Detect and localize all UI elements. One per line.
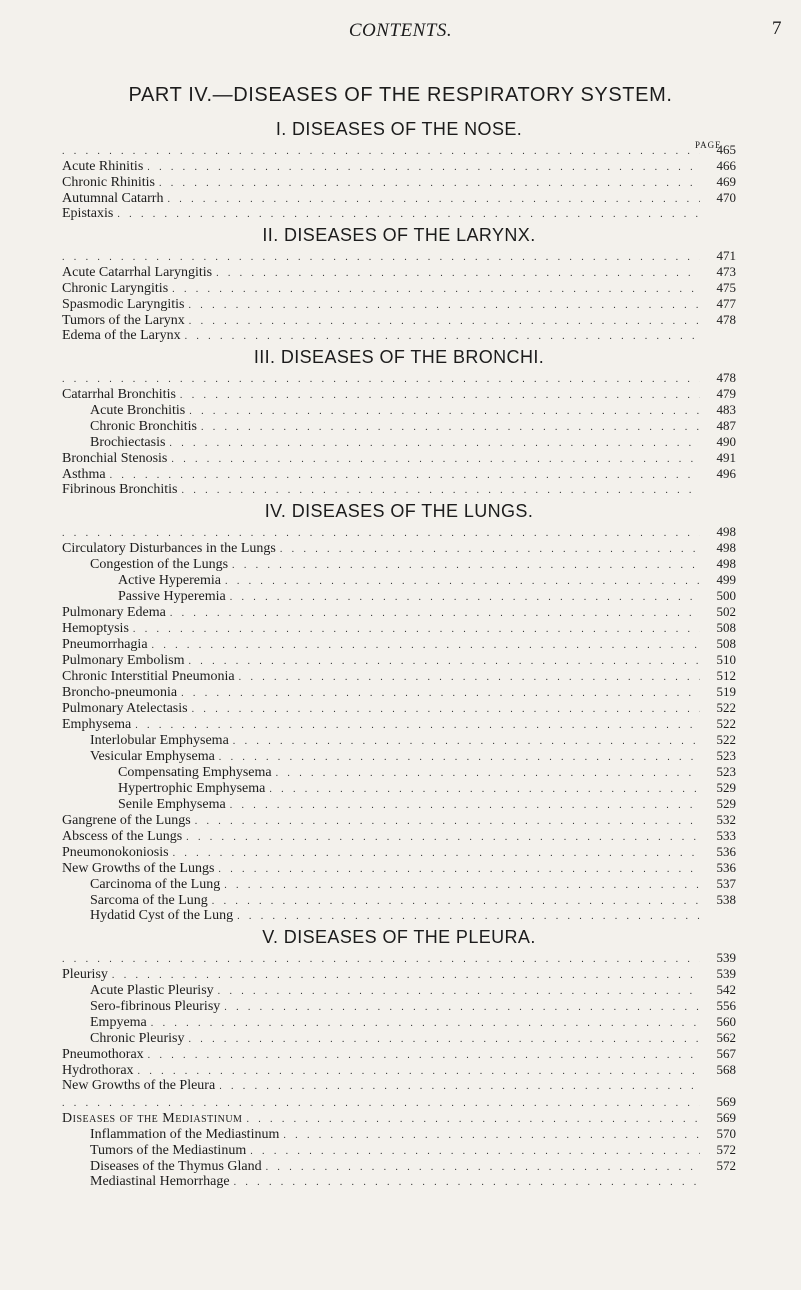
dot-leader xyxy=(189,1032,701,1048)
toc-entry-page: 572 xyxy=(716,1142,736,1157)
toc-entry-page: 478 xyxy=(716,312,736,327)
toc-entry-label: Acute Catarrhal Laryngitis xyxy=(62,265,213,280)
dot-leader xyxy=(180,388,700,404)
toc-entry xyxy=(62,982,736,998)
toc-entry-page: 523 xyxy=(716,764,736,779)
toc-entry xyxy=(62,588,736,604)
toc-entry xyxy=(62,950,736,966)
toc-entry xyxy=(62,748,736,764)
toc-entry xyxy=(62,1126,736,1142)
toc-entry-page: 522 xyxy=(716,716,736,731)
toc-entry xyxy=(62,796,736,812)
toc-entry-page: 522 xyxy=(716,700,736,715)
toc-entry xyxy=(62,620,736,636)
dot-leader xyxy=(185,329,700,345)
toc-entry-label: Interlobular Emphysema xyxy=(90,733,229,748)
toc-entry xyxy=(62,248,736,264)
toc-entry xyxy=(62,174,736,190)
dot-leader xyxy=(219,750,700,766)
toc-entry xyxy=(62,386,736,402)
toc-entry xyxy=(62,1078,736,1094)
toc-entry xyxy=(62,908,736,924)
dot-leader xyxy=(110,468,700,484)
toc-entry-label: Compensating Emphysema xyxy=(118,765,272,780)
toc-entry-page: 502 xyxy=(716,604,736,619)
dot-leader xyxy=(225,574,700,590)
toc-entry-page: 539 xyxy=(716,966,736,981)
toc-entry-page: 473 xyxy=(716,264,736,279)
toc-entry-label: Hydrothorax xyxy=(62,1063,134,1078)
toc-entry xyxy=(62,892,736,908)
toc-entry-page: 536 xyxy=(716,860,736,875)
toc-entry-label: Broncho-pneumonia xyxy=(62,685,178,700)
dot-leader xyxy=(216,266,700,282)
dot-leader xyxy=(237,909,700,925)
toc-entry xyxy=(62,828,736,844)
toc-entry-label: Emphysema xyxy=(62,717,132,732)
toc-entry-label: Empyema xyxy=(90,1015,147,1030)
dot-leader xyxy=(133,622,700,638)
section-heading: III. DISEASES OF THE BRONCHI. xyxy=(253,347,545,367)
toc-entry-label: Tumors of the Mediastinum xyxy=(90,1143,247,1158)
section-heading: I. DISEASES OF THE NOSE. xyxy=(275,119,523,139)
toc-entry-label: Congestion of the Lungs xyxy=(90,557,229,572)
toc-entry-page: 499 xyxy=(716,572,736,587)
toc-entry-label: Autumnal Catarrh xyxy=(62,191,164,206)
toc-entry xyxy=(62,1062,736,1078)
toc-entry-page: 508 xyxy=(716,636,736,651)
toc-entry-label: Asthma xyxy=(62,467,106,482)
toc-entry xyxy=(62,684,736,700)
toc-entry xyxy=(62,652,736,668)
toc-entry-page: 466 xyxy=(716,158,736,173)
page-number: 7 xyxy=(772,18,782,39)
toc-entry-page: 498 xyxy=(716,524,736,539)
dot-leader xyxy=(62,144,700,160)
toc-entry xyxy=(62,780,736,796)
toc-entry-label: Fibrinous Bronchitis xyxy=(62,482,178,497)
toc-entry xyxy=(62,264,736,280)
toc-entry xyxy=(62,434,736,450)
dot-leader xyxy=(280,542,700,558)
section-heading: IV. DISEASES OF THE LUNGS. xyxy=(264,501,534,521)
toc-entry-label: Vesicular Emphysema xyxy=(90,749,215,764)
toc-entry-label: Pneumorrhagia xyxy=(62,637,148,652)
dot-leader xyxy=(171,452,700,468)
toc-entry-page: 500 xyxy=(716,588,736,603)
toc-entry-page: 560 xyxy=(716,1014,736,1029)
dot-leader xyxy=(181,686,700,702)
section-heading: V. DISEASES OF THE PLEURA. xyxy=(262,927,536,947)
toc-entry-page: 483 xyxy=(716,402,736,417)
toc-entry-page: 569 xyxy=(716,1110,736,1125)
dot-leader xyxy=(62,952,700,968)
toc-entry-label: Pneumothorax xyxy=(62,1047,144,1062)
toc-entry-page: 567 xyxy=(716,1046,736,1061)
dot-leader xyxy=(266,1160,700,1176)
toc-entry-label: New Growths of the Lungs xyxy=(62,861,215,876)
toc-entry xyxy=(62,876,736,892)
toc-entry xyxy=(62,732,736,748)
toc-entry-page: 522 xyxy=(716,732,736,747)
toc-entry-label: Pulmonary Edema xyxy=(62,605,166,620)
toc-entry xyxy=(62,556,736,572)
toc-entry-page: 512 xyxy=(716,668,736,683)
toc-entry xyxy=(62,418,736,434)
dot-leader xyxy=(232,558,700,574)
toc-entry xyxy=(62,482,736,498)
toc-entry-page: 491 xyxy=(716,450,736,465)
dot-leader xyxy=(189,314,700,330)
toc-entry-page: 510 xyxy=(716,652,736,667)
toc-entry-page: 465 xyxy=(716,142,736,157)
toc-entry-page: 479 xyxy=(716,386,736,401)
dot-leader xyxy=(201,420,700,436)
toc-entry-label: Spasmodic Laryngitis xyxy=(62,297,185,312)
toc-entry-page: 508 xyxy=(716,620,736,635)
toc-entry xyxy=(62,296,736,312)
dot-leader xyxy=(219,1079,700,1095)
toc-entry xyxy=(62,572,736,588)
dot-leader xyxy=(62,1096,700,1112)
toc-entry-page: 542 xyxy=(716,982,736,997)
toc-entry-label: Acute Bronchitis xyxy=(90,403,186,418)
toc-entry-label: Acute Plastic Pleurisy xyxy=(90,983,214,998)
toc-entry-label: New Growths of the Pleura xyxy=(62,1078,216,1093)
toc-entry xyxy=(62,764,736,780)
toc-entry xyxy=(62,280,736,296)
toc-entry xyxy=(62,1158,736,1174)
toc-entry xyxy=(62,1094,736,1110)
toc-entry xyxy=(62,1030,736,1046)
toc-entry-label: Inflammation of the Mediastinum xyxy=(90,1127,280,1142)
dot-leader xyxy=(159,176,700,192)
toc-entry xyxy=(62,636,736,652)
toc-entry-label: Mediastinal Hemorrhage xyxy=(90,1174,230,1189)
toc-entry xyxy=(62,1014,736,1030)
dot-leader xyxy=(148,1048,700,1064)
section-heading: II. DISEASES OF THE LARYNX. xyxy=(262,225,536,245)
dot-leader xyxy=(152,638,700,654)
toc-entry-page: 487 xyxy=(716,418,736,433)
toc-entry-label: Diseases of the Thymus Gland xyxy=(90,1159,262,1174)
toc-entry-page: 477 xyxy=(716,296,736,311)
dot-leader xyxy=(189,298,701,314)
toc-entry-label: Chronic Rhinitis xyxy=(62,175,155,190)
toc-entry xyxy=(62,142,736,158)
dot-leader xyxy=(112,968,700,984)
toc-entry-label: Bronchial Stenosis xyxy=(62,451,168,466)
toc-entry-label: Chronic Laryngitis xyxy=(62,281,169,296)
running-head: CONTENTS. xyxy=(348,20,453,41)
dot-leader xyxy=(283,1128,700,1144)
toc-entry-label: Pulmonary Embolism xyxy=(62,653,185,668)
toc-entry-label: Senile Emphysema xyxy=(118,797,226,812)
dot-leader xyxy=(135,718,700,734)
toc-entry xyxy=(62,604,736,620)
toc-entry-page: 533 xyxy=(716,828,736,843)
dot-leader xyxy=(167,192,700,208)
dot-leader xyxy=(117,207,700,223)
dot-leader xyxy=(230,798,700,814)
dot-leader xyxy=(138,1064,700,1080)
toc-entry-page: 478 xyxy=(716,370,736,385)
dot-leader xyxy=(186,830,700,846)
toc-entry-label: Epistaxis xyxy=(62,206,114,221)
toc-entry-page: 569 xyxy=(716,1094,736,1109)
toc-entry-label: Pulmonary Atelectasis xyxy=(62,701,188,716)
toc-entry-label: Pneumonokoniosis xyxy=(62,845,169,860)
toc-entry-page: 562 xyxy=(716,1030,736,1045)
toc-entry xyxy=(62,206,736,222)
toc-entry-page: 556 xyxy=(716,998,736,1013)
toc-entry xyxy=(62,1142,736,1158)
toc-entry-label: Diseases of the Mediastinum xyxy=(62,1111,243,1126)
dot-leader xyxy=(182,483,700,499)
dot-leader xyxy=(62,526,700,542)
toc-entry xyxy=(62,860,736,876)
toc-entry-page: 470 xyxy=(716,190,736,205)
dot-leader xyxy=(189,654,701,670)
toc-entry-page: 539 xyxy=(716,950,736,965)
dot-leader xyxy=(189,404,700,420)
toc-entry xyxy=(62,812,736,828)
toc-entry-label: Abscess of the Lungs xyxy=(62,829,183,844)
dot-leader xyxy=(218,984,700,1000)
dot-leader xyxy=(62,372,700,388)
dot-leader xyxy=(224,1000,700,1016)
dot-leader xyxy=(234,1175,700,1191)
dot-leader xyxy=(192,702,700,718)
toc-entry xyxy=(62,1110,736,1126)
toc-entry-page: 519 xyxy=(716,684,736,699)
toc-entry-label: Acute Rhinitis xyxy=(62,159,144,174)
dot-leader xyxy=(62,250,700,266)
dot-leader xyxy=(212,894,700,910)
dot-leader xyxy=(246,1112,700,1128)
dot-leader xyxy=(173,846,700,862)
toc-entry-label: Gangrene of the Lungs xyxy=(62,813,191,828)
dot-leader xyxy=(169,436,700,452)
toc-entry-label: Sero-fibrinous Pleurisy xyxy=(90,999,221,1014)
dot-leader xyxy=(151,1016,700,1032)
toc-entry xyxy=(62,524,736,540)
toc-entry-page: 570 xyxy=(716,1126,736,1141)
toc-entry-label: Chronic Interstitial Pneumonia xyxy=(62,669,235,684)
toc-entry-label: Chronic Pleurisy xyxy=(90,1031,185,1046)
toc-entry-label: Hydatid Cyst of the Lung xyxy=(90,908,234,923)
dot-leader xyxy=(170,606,700,622)
toc-entry xyxy=(62,158,736,174)
toc-entry xyxy=(62,370,736,386)
toc-entry-page: 529 xyxy=(716,796,736,811)
toc-entry-page: 537 xyxy=(716,876,736,891)
toc-entry-label: Chronic Bronchitis xyxy=(90,419,197,434)
toc-entry-page: 532 xyxy=(716,812,736,827)
toc-entry xyxy=(62,450,736,466)
toc-entry-page: 490 xyxy=(716,434,736,449)
toc-entry xyxy=(62,966,736,982)
toc-entry-page: 471 xyxy=(716,248,736,263)
dot-leader xyxy=(239,670,700,686)
toc-entry xyxy=(62,190,736,206)
toc-entry-label: Passive Hyperemia xyxy=(118,589,226,604)
toc-entry xyxy=(62,466,736,482)
dot-leader xyxy=(230,590,700,606)
toc-entry xyxy=(62,716,736,732)
table-of-contents xyxy=(62,116,736,1190)
toc-entry xyxy=(62,328,736,344)
toc-entry-page: 529 xyxy=(716,780,736,795)
toc-entry xyxy=(62,998,736,1014)
dot-leader xyxy=(172,282,700,298)
toc-entry xyxy=(62,668,736,684)
toc-entry-label: Brochiectasis xyxy=(90,435,166,450)
toc-entry-page: 572 xyxy=(716,1158,736,1173)
dot-leader xyxy=(218,862,700,878)
dot-leader xyxy=(276,766,700,782)
toc-entry-page: 523 xyxy=(716,748,736,763)
toc-entry xyxy=(62,540,736,556)
dot-leader xyxy=(269,782,700,798)
toc-entry-page: 568 xyxy=(716,1062,736,1077)
dot-leader xyxy=(233,734,700,750)
dot-leader xyxy=(147,160,700,176)
toc-entry xyxy=(62,402,736,418)
toc-entry-label: Edema of the Larynx xyxy=(62,328,181,343)
toc-entry-label: Active Hyperemia xyxy=(118,573,222,588)
toc-entry-label: Hemoptysis xyxy=(62,621,129,636)
dot-leader xyxy=(224,878,700,894)
toc-entry-page: 498 xyxy=(716,556,736,571)
toc-entry-label: Catarrhal Bronchitis xyxy=(62,387,176,402)
toc-entry-label: Tumors of the Larynx xyxy=(62,313,185,328)
toc-entry xyxy=(62,1046,736,1062)
toc-entry-page: 536 xyxy=(716,844,736,859)
toc-entry-label: Circulatory Disturbances in the Lungs xyxy=(62,541,276,556)
dot-leader xyxy=(250,1144,700,1160)
toc-entry-label: Carcinoma of the Lung xyxy=(90,877,221,892)
dot-leader xyxy=(195,814,700,830)
part-title: PART IV.—DISEASES OF THE RESPIRATORY SYSTEM. xyxy=(128,84,673,106)
toc-entry xyxy=(62,844,736,860)
toc-entry xyxy=(62,312,736,328)
toc-entry-label: Pleurisy xyxy=(62,967,108,982)
toc-entry-label: Sarcoma of the Lung xyxy=(90,893,208,908)
toc-entry-page: 475 xyxy=(716,280,736,295)
toc-entry xyxy=(62,700,736,716)
toc-entry-page: 538 xyxy=(716,892,736,907)
toc-entry-label: Hypertrophic Emphysema xyxy=(118,781,266,796)
page-column-label: PAGE xyxy=(695,140,722,150)
toc-entry xyxy=(62,1174,736,1190)
toc-entry-page: 469 xyxy=(716,174,736,189)
toc-entry-page: 498 xyxy=(716,540,736,555)
toc-entry-page: 496 xyxy=(716,466,736,481)
